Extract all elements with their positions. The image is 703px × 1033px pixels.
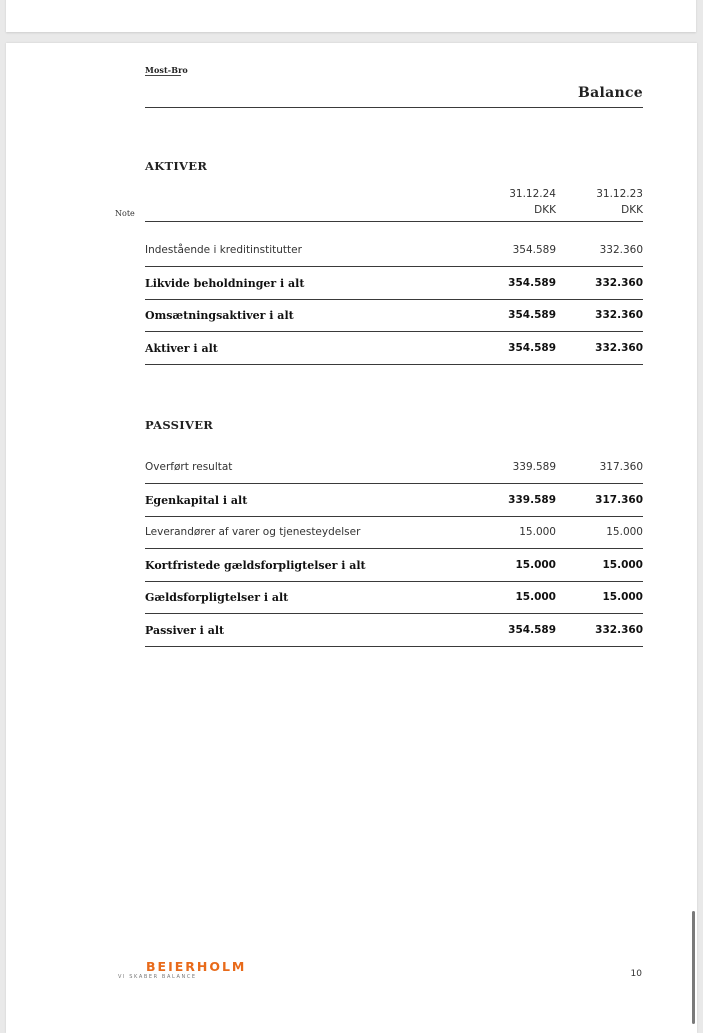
table-row [145,484,643,517]
table-row [145,332,643,365]
page-title: Balance [577,85,643,101]
liabilities-heading: PASSIVER [145,418,214,432]
column-header-rule [145,221,643,222]
table-row [145,267,643,300]
value-2024: 15.000 [515,558,556,571]
document-page [6,43,697,1033]
column-date-2023: 31.12.23 [596,188,643,200]
previous-page-edge [6,0,696,32]
value-2024: 15.000 [515,591,556,604]
row-label: Omsætningsaktiver i alt [145,309,294,323]
company-underline [145,75,181,76]
column-header-2024 [476,186,556,218]
value-2024: 354.589 [508,624,556,636]
column-date-2024: 31.12.24 [509,188,556,200]
value-2023: 332.360 [595,341,643,354]
table-row [145,234,643,267]
table-row [145,299,643,332]
value-2024: 339.589 [508,493,556,506]
value-2023: 15.000 [602,558,643,571]
value-2023: 15.000 [602,591,643,604]
row-label: Likvide beholdninger i alt [145,276,305,290]
value-2023: 332.360 [599,244,643,256]
row-label: Overført resultat [145,461,233,473]
row-label: Aktiver i alt [145,341,218,355]
row-label: Egenkapital i alt [145,493,248,507]
table-row [145,614,643,647]
beierholm-logo: BEIERHOLM [146,959,247,974]
table-row [145,516,643,549]
value-2024: 354.589 [508,276,556,289]
assets-heading: AKTIVER [145,159,208,173]
value-2024: 354.589 [508,341,556,354]
row-label: Kortfristede gældsforpligtelser i alt [145,558,366,572]
company-name: Most-Bro [145,65,188,75]
table-row [145,451,643,484]
column-currency-2024: DKK [534,204,556,216]
row-label: Gældsforpligtelser i alt [145,591,289,605]
note-label: Note [115,209,135,218]
value-2024: 15.000 [519,526,556,539]
scrollbar-thumb[interactable] [692,911,695,1024]
value-2023: 332.360 [595,276,643,289]
header-rule [145,107,643,108]
value-2023: 332.360 [595,309,643,322]
value-2024: 339.589 [512,461,556,473]
value-2023: 15.000 [606,526,643,539]
page-number: 10 [630,969,642,979]
column-header-2023 [563,186,643,218]
value-2024: 354.589 [508,309,556,322]
table-row [145,581,643,614]
value-2023: 332.360 [595,624,643,636]
column-currency-2023: DKK [621,204,643,216]
value-2023: 317.360 [599,461,643,473]
value-2023: 317.360 [595,493,643,506]
row-label: Passiver i alt [145,624,225,637]
table-row [145,549,643,582]
value-2024: 354.589 [512,244,556,256]
row-label: Indestående i kreditinstitutter [145,244,302,256]
row-label: Leverandører af varer og tjenesteydelser [145,526,361,539]
logo-tagline: VI SKABER BALANCE [118,974,197,980]
